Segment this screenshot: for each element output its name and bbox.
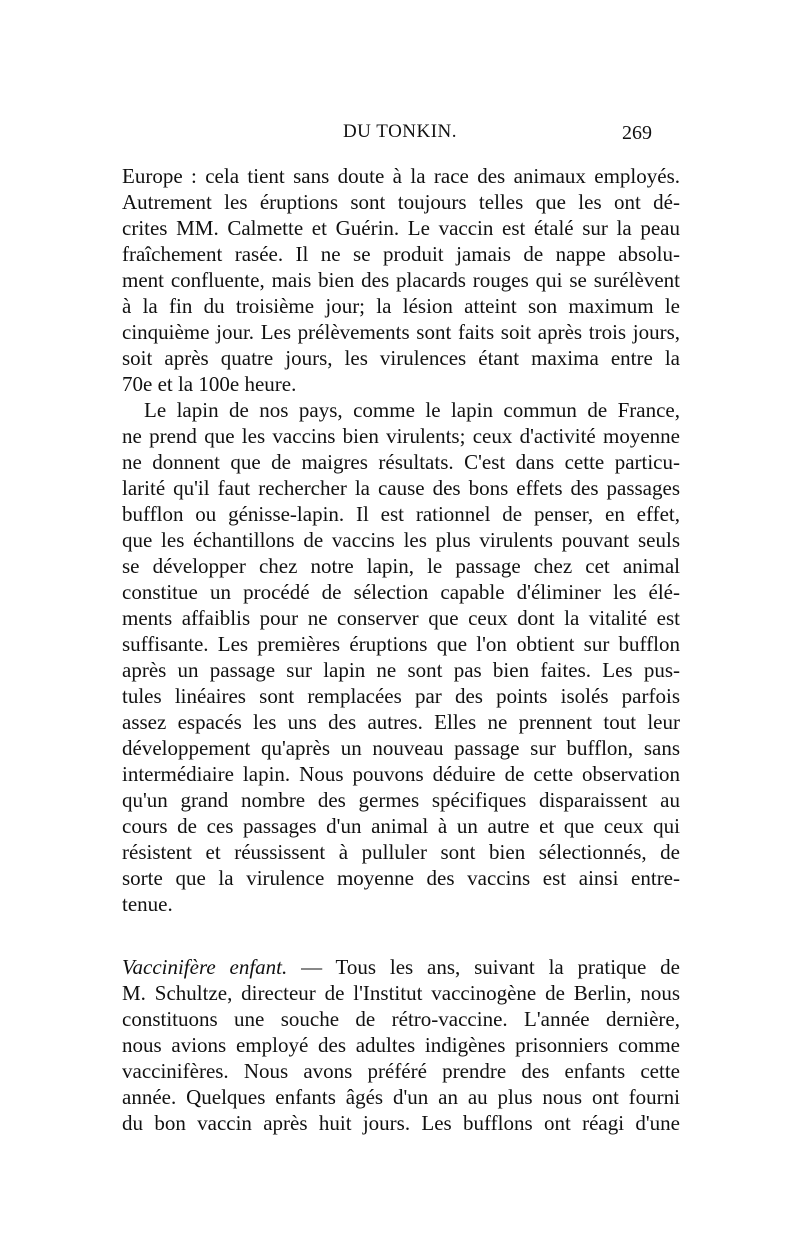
text-line: constitue un procédé de sélection capable d'éliminer les élé-	[122, 580, 680, 604]
text-line: Le lapin de nos pays, comme le lapin commun de France,	[144, 398, 680, 422]
text-line-continuation: — Tous les ans, suivant la pratique de	[287, 955, 681, 979]
text-line: Autrement les éruptions sont toujours telles que les ont dé-	[122, 190, 680, 214]
body-text-bottom	[122, 954, 680, 1136]
running-header: DU TONKIN.	[342, 121, 458, 142]
text-line: résistent et réussissent à pulluler sont bien sélectionnés, de	[122, 840, 680, 864]
text-line: qu'un grand nombre des germes spécifiques disparaissent au	[122, 788, 680, 812]
text-line: se développer chez notre lapin, le passage chez cet animal	[122, 554, 680, 578]
text-line: Europe : cela tient sans doute à la race des animaux employés.	[122, 164, 680, 188]
text-line: ne prend que les vaccins bien virulents; ceux d'activité moyenne	[122, 424, 680, 448]
text-line: à la fin du troisième jour; la lésion atteint son maximum le	[122, 294, 680, 318]
body-text-top	[122, 163, 680, 917]
text-line: après un passage sur lapin ne sont pas bien faites. Les pus-	[122, 658, 680, 682]
text-line: sorte que la virulence moyenne des vaccins est ainsi entre-	[122, 866, 680, 890]
text-line: que les échantillons de vaccins les plus virulents pouvant seuls	[122, 528, 680, 552]
text-line: tenue.	[122, 892, 173, 916]
section-heading: Vaccinifère enfant.	[122, 955, 288, 979]
text-line: intermédiaire lapin. Nous pouvons déduire de cette observation	[122, 762, 680, 786]
text-line: tules linéaires sont remplacées par des points isolés parfois	[122, 684, 680, 708]
text-line: M. Schultze, directeur de l'Institut vaccinogène de Berlin, nous	[122, 981, 680, 1005]
text-line: du bon vaccin après huit jours. Les bufflons ont réagi d'une	[122, 1111, 680, 1135]
text-line: soit après quatre jours, les virulences étant maxima entre la	[122, 346, 680, 370]
text-line: cinquième jour. Les prélèvements sont faits soit après trois jours,	[122, 320, 680, 344]
text-line: ments affaiblis pour ne conserver que ceux dont la vitalité est	[122, 606, 680, 630]
page-number: 269	[622, 122, 652, 144]
text-line: ne donnent que de maigres résultats. C'est dans cette particu-	[122, 450, 680, 474]
text-line: fraîchement rasée. Il ne se produit jamais de nappe absolu-	[122, 242, 680, 266]
text-line: 70e et la 100e heure.	[122, 372, 297, 396]
text-line: nous avions employé des adultes indigènes prisonniers comme	[122, 1033, 680, 1057]
text-line: suffisante. Les premières éruptions que l'on obtient sur bufflon	[122, 632, 680, 656]
text-line: année. Quelques enfants âgés d'un an au plus nous ont fourni	[122, 1085, 680, 1109]
text-line: assez espacés les uns des autres. Elles ne prennent tout leur	[122, 710, 680, 734]
text-line: développement qu'après un nouveau passage sur bufflon, sans	[122, 736, 680, 760]
text-line	[122, 954, 680, 980]
text-line: vaccinifères. Nous avons préféré prendre des enfants cette	[122, 1059, 680, 1083]
text-line: cours de ces passages d'un animal à un autre et que ceux qui	[122, 814, 680, 838]
text-line: constituons une souche de rétro-vaccine. L'année dernière,	[122, 1007, 680, 1031]
text-line: crites MM. Calmette et Guérin. Le vaccin est étalé sur la peau	[122, 216, 680, 240]
text-line: ment confluente, mais bien des placards rouges qui se surélèvent	[122, 268, 680, 292]
text-line: larité qu'il faut rechercher la cause des bons effets des passages	[122, 476, 680, 500]
text-line: bufflon ou génisse-lapin. Il est rationnel de penser, en effet,	[122, 502, 680, 526]
